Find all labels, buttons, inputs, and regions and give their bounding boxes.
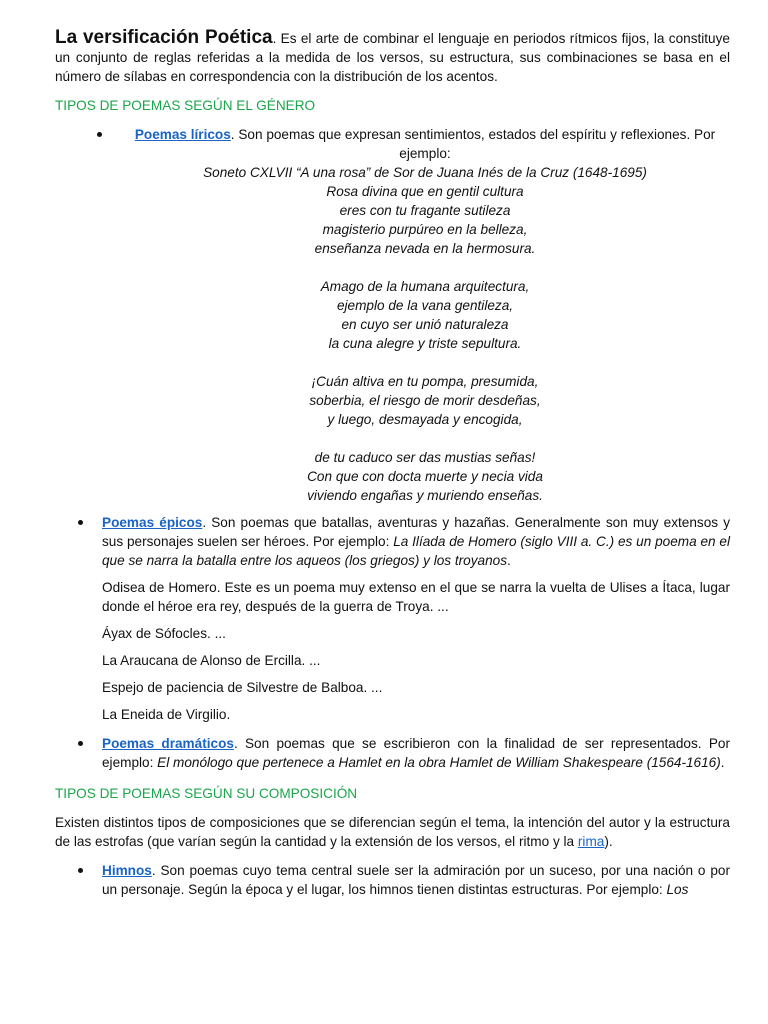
poem-line: soberbia, el riesgo de morir desdeñas, — [309, 393, 541, 408]
epicos-description — [102, 513, 730, 570]
composicion-paragraph — [55, 813, 730, 851]
epicos-item: La Araucana de Alonso de Ercilla. ... — [102, 653, 321, 668]
list-item-liricos — [55, 125, 730, 505]
bullet-icon — [97, 132, 102, 137]
stanza-gap — [120, 258, 730, 277]
stanza-gap — [120, 353, 730, 372]
spacer — [55, 505, 730, 513]
poem-stanza-4 — [120, 448, 730, 505]
himnos-example: Los — [666, 882, 689, 897]
bullet-icon — [78, 741, 83, 746]
bullet-icon — [78, 868, 83, 873]
stanza-gap — [120, 429, 730, 448]
heading-tipos-genero: TIPOS DE POEMAS SEGÚN EL GÉNERO — [55, 98, 316, 113]
spacer — [102, 643, 730, 651]
poem-line: Rosa divina que en gentil cultura — [326, 184, 524, 199]
poem-line: Amago de la humana arquitectura, — [320, 279, 530, 294]
link-poemas-epicos[interactable]: Poemas épicos — [102, 515, 203, 530]
spacer — [55, 851, 730, 861]
poem-line: magisterio purpúreo en la belleza, — [322, 222, 528, 237]
poem-line: ¡Cuán altiva en tu pompa, presumida, — [311, 374, 539, 389]
poem-line: y luego, desmayada y encogida, — [327, 412, 523, 427]
epicos-item: Espejo de paciencia de Silvestre de Balboa. ... — [102, 680, 383, 695]
himnos-description — [102, 861, 730, 899]
poem-stanza-2 — [120, 277, 730, 353]
poem-line: enseñanza nevada en la hermosura. — [314, 241, 536, 256]
poem-line: Con que con docta muerte y necia vida — [307, 469, 543, 484]
poem-line: eres con tu fragante sutileza — [339, 203, 511, 218]
poem-line: la cuna alegre y triste sepultura. — [328, 336, 522, 351]
himnos-text: . Son poemas cuyo tema central suele ser la admiración por un suceso, por una nación o por un personaje. Según la época y el lugar, los himnos tienen distintas estructuras. Por ejemplo: — [102, 863, 730, 897]
poem-line: ejemplo de la vana gentileza, — [336, 298, 514, 313]
spacer — [102, 697, 730, 705]
poem-line: en cuyo ser unió naturaleza — [341, 317, 509, 332]
link-poemas-liricos[interactable]: Poemas líricos — [134, 127, 231, 142]
dramaticos-example: El monólogo que pertenece a Hamlet en la obra Hamlet de William Shakespeare (1564-1616) — [157, 755, 721, 770]
dramaticos-text: . Son poemas que se escribieron con la finalidad de ser representados. Por ejemplo: — [102, 736, 730, 770]
poem-line: viviendo engañas y muriendo enseñas. — [307, 488, 543, 503]
spacer — [102, 670, 730, 678]
document-title: La versificación Poética — [55, 27, 273, 48]
dramaticos-description — [102, 734, 730, 772]
liricos-text: . Son poemas que expresan sentimientos, estados del espíritu y reflexiones. Por ejemplo: — [230, 127, 716, 161]
list-item-epicos — [102, 513, 730, 724]
document-content — [55, 28, 730, 899]
spacer — [102, 616, 730, 624]
spacer — [55, 724, 730, 734]
epicos-text: . Son poemas que batallas, aventuras y hazañas. Generalmente son muy extensos y sus personajes suelen ser héroes. Por ejemplo: — [102, 515, 730, 549]
link-poemas-dramaticos[interactable]: Poemas dramáticos — [102, 736, 234, 751]
intro-paragraph — [55, 28, 730, 86]
poem-stanza-1 — [120, 182, 730, 258]
composicion-text: Existen distintos tipos de composiciones que se diferencian según el tema, la intención del autor y la estructura de las estrofas (que varían según la cantidad y la extensión de los versos, el ritmo y la — [55, 815, 730, 849]
intro-text: . Es el arte de combinar el lenguaje en periodos rítmicos fijos, la constituye un conjunto de reglas referidas a la medida de los versos, su estructura, sus combinaciones se basa en el número de sílabas en correspondencia con la distribución de los acentos. — [55, 31, 730, 84]
poem-line: de tu caduco ser das mustias señas! — [314, 450, 536, 465]
heading-tipos-composicion: TIPOS DE POEMAS SEGÚN SU COMPOSICIÓN — [55, 786, 358, 801]
composicion-text-end: ). — [604, 834, 613, 849]
dramaticos-example-end: . — [720, 755, 725, 770]
epicos-item: Áyax de Sófocles. ... — [102, 626, 226, 641]
link-himnos[interactable]: Himnos — [102, 863, 152, 878]
epicos-example-end: . — [507, 553, 511, 568]
list-item-dramaticos — [102, 734, 730, 772]
link-rima[interactable]: rima — [577, 834, 605, 849]
list-item-himnos — [102, 861, 730, 899]
epicos-example: La Ilíada de Homero (siglo VIII a. C.) es un poema en el que se narra la batalla entre los aqueos (los griegos) y los troyanos — [102, 534, 730, 568]
poem-stanza-3 — [120, 372, 730, 429]
poem-title: Soneto CXLVII “A una rosa” de Sor de Juana Inés de la Cruz (1648-1695) — [203, 165, 647, 180]
epicos-item: La Eneida de Virgilio. — [102, 707, 231, 722]
epicos-item: Odisea de Homero. Este es un poema muy extenso en el que se narra la vuelta de Ulises a Ítaca, lugar donde el héroe era rey, después de la guerra de Troya. ... — [102, 580, 730, 614]
liricos-description — [120, 125, 730, 163]
bullet-icon — [78, 520, 83, 525]
spacer — [102, 570, 730, 578]
